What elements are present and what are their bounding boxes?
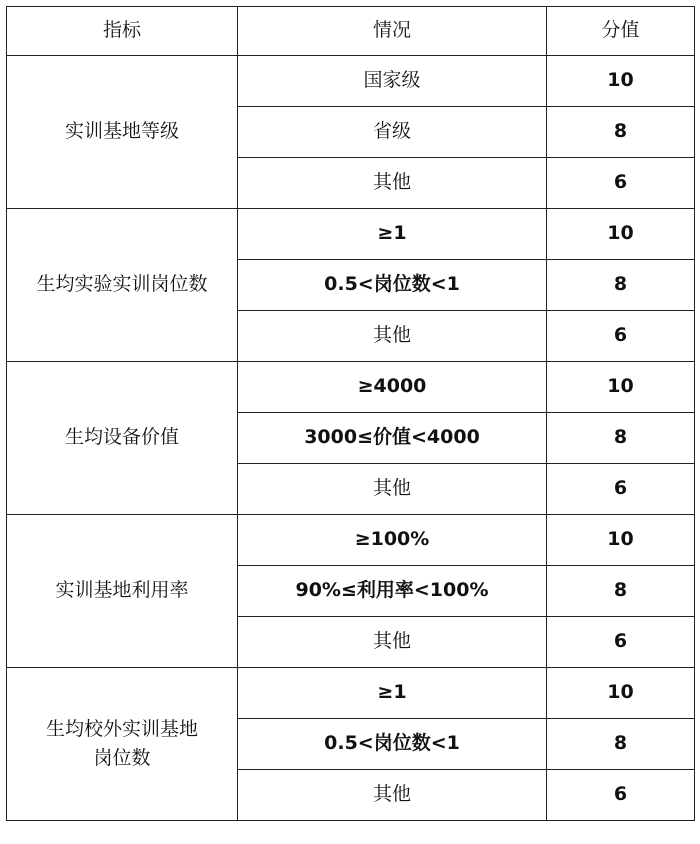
- header-indicator: 指标: [7, 7, 238, 56]
- condition-cell: 其他: [238, 311, 547, 362]
- header-score: 分值: [547, 7, 695, 56]
- score-cell: 6: [547, 617, 695, 668]
- table-row: [7, 209, 695, 260]
- condition-cell: ≥100%: [238, 515, 547, 566]
- condition-cell: ≥1: [238, 209, 547, 260]
- score-cell: 8: [547, 719, 695, 770]
- score-cell: 10: [547, 515, 695, 566]
- condition-cell: 其他: [238, 617, 547, 668]
- table-row: [7, 668, 695, 719]
- score-cell: 8: [547, 413, 695, 464]
- indicator-cell: [7, 56, 238, 209]
- score-cell: 10: [547, 362, 695, 413]
- table-row: [7, 362, 695, 413]
- condition-cell: 其他: [238, 464, 547, 515]
- indicator-cell: [7, 515, 238, 668]
- condition-cell: ≥4000: [238, 362, 547, 413]
- score-cell: 10: [547, 209, 695, 260]
- score-cell: 10: [547, 56, 695, 107]
- condition-cell: ≥1: [238, 668, 547, 719]
- table-row: [7, 515, 695, 566]
- condition-cell: 90%≤利用率<100%: [238, 566, 547, 617]
- table-body: [7, 56, 695, 821]
- indicator-cell: [7, 362, 238, 515]
- indicator-line: 生均校外实训基地: [45, 717, 198, 740]
- score-cell: 6: [547, 464, 695, 515]
- condition-cell: 0.5<岗位数<1: [238, 260, 547, 311]
- condition-cell: 国家级: [238, 56, 547, 107]
- score-cell: 10: [547, 668, 695, 719]
- score-cell: 6: [547, 770, 695, 821]
- condition-cell: 其他: [238, 158, 547, 209]
- indicator-line: 岗位数: [93, 747, 151, 769]
- header-row: [7, 7, 695, 56]
- indicator-line: 生均实验实训岗位数: [36, 273, 208, 296]
- score-cell: 6: [547, 311, 695, 362]
- indicator-cell: [7, 209, 238, 362]
- score-cell: 6: [547, 158, 695, 209]
- condition-cell: 0.5<岗位数<1: [238, 719, 547, 770]
- score-cell: 8: [547, 566, 695, 617]
- table-row: [7, 56, 695, 107]
- indicator-line: 生均设备价值: [64, 426, 179, 449]
- scoring-table: [6, 6, 695, 821]
- indicator-line: 实训基地等级: [64, 120, 179, 143]
- condition-cell: 其他: [238, 770, 547, 821]
- header-condition: 情况: [238, 7, 547, 56]
- indicator-cell: [7, 668, 238, 821]
- condition-cell: 省级: [238, 107, 547, 158]
- score-cell: 8: [547, 107, 695, 158]
- condition-cell: 3000≤价值<4000: [238, 413, 547, 464]
- score-cell: 8: [547, 260, 695, 311]
- indicator-line: 实训基地利用率: [55, 579, 189, 602]
